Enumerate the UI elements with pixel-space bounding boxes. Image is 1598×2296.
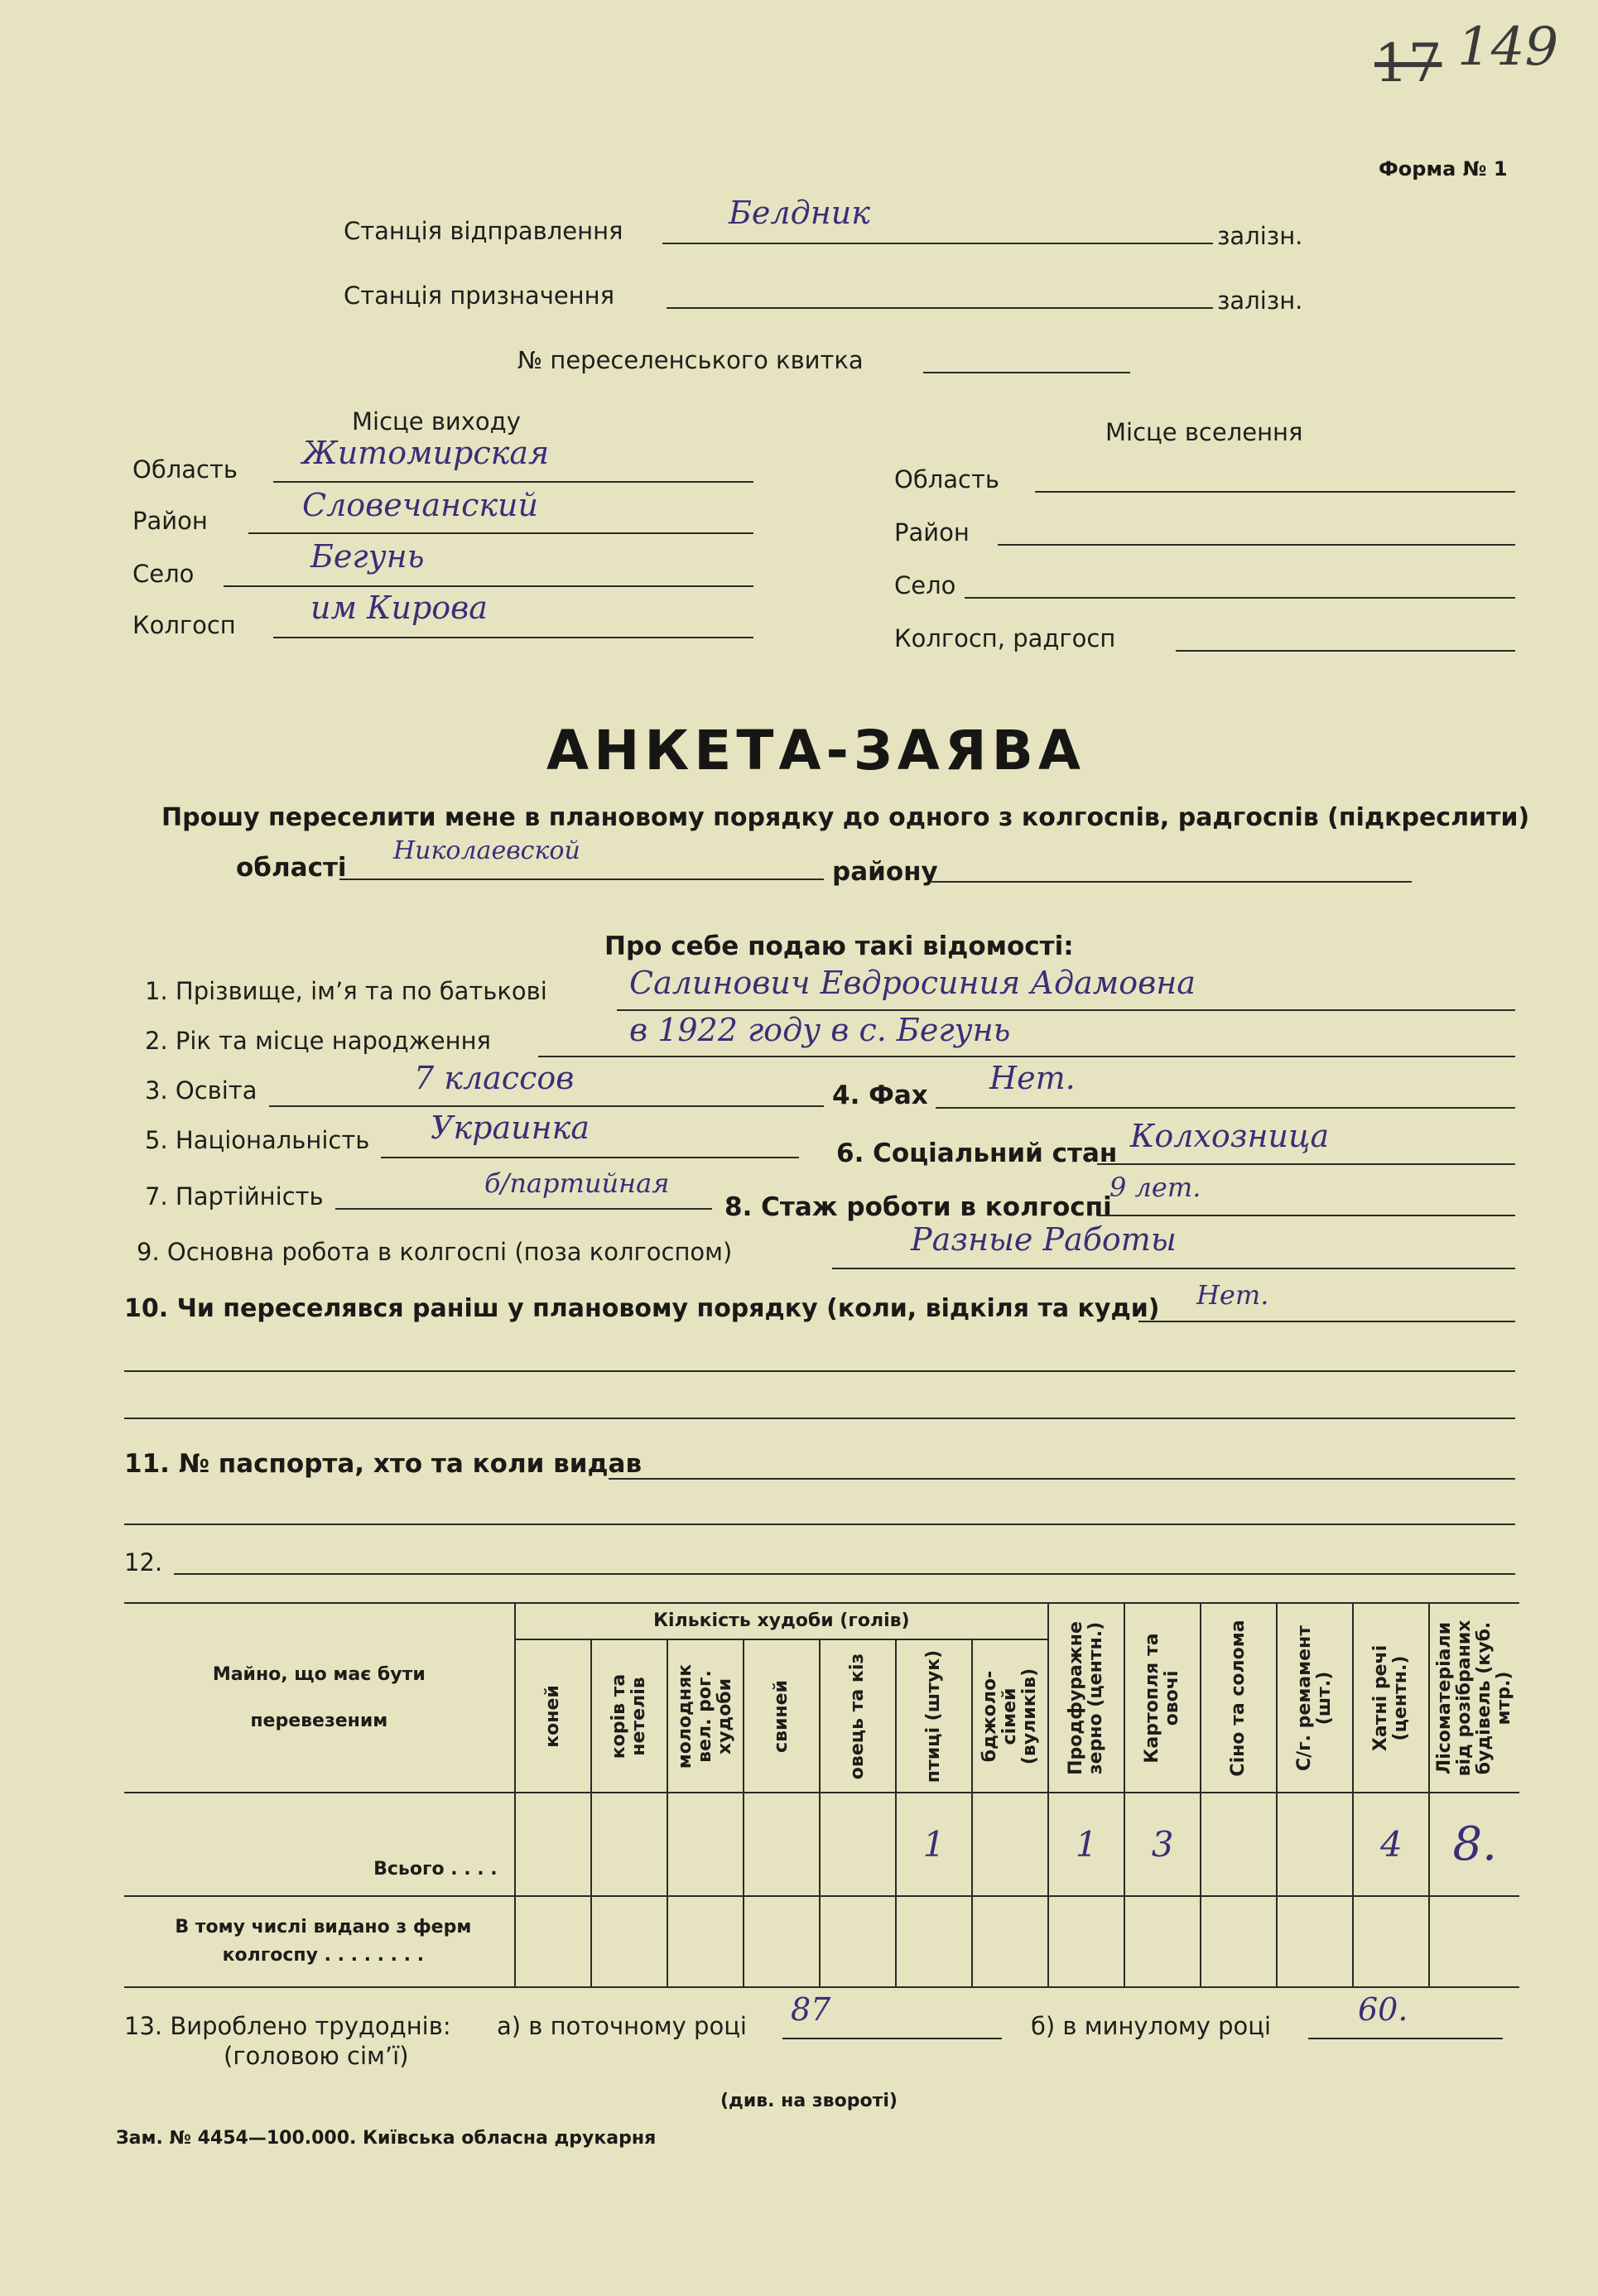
form-title: АНКЕТА-ЗАЯВА: [546, 719, 1086, 782]
total-value-8: 1: [1048, 1793, 1124, 1896]
origin-oblast-value: Житомирская: [302, 435, 550, 471]
col-cell-10: [1201, 1603, 1277, 1793]
farm-value-2: [591, 1896, 667, 1987]
total-value-1: [515, 1793, 591, 1896]
departure-station-value: Белдник: [729, 195, 870, 231]
farm-value-11: [1277, 1896, 1353, 1987]
workdays-current-value: 87: [791, 1991, 831, 2028]
livestock-header-cell: [515, 1603, 1048, 1639]
rail-label-2: залізн.: [1217, 286, 1303, 315]
total-value-11: [1277, 1793, 1353, 1896]
request-raion-label: району: [832, 857, 938, 887]
field-11-line: [609, 1478, 1515, 1480]
destination-selo-label: Село: [894, 571, 956, 599]
col-cell-2: [591, 1639, 667, 1793]
total-value-3: [667, 1793, 744, 1896]
farm-label: В тому числі видано з ферм колгоспу . . . . . . . .: [175, 1917, 472, 1966]
field-4-line: [936, 1107, 1515, 1109]
total-value-6: 1: [896, 1793, 972, 1896]
column-header-7: бджоло-сімей (вуликів): [979, 1668, 1041, 1764]
property-header-cell: [124, 1603, 515, 1793]
field-8-line: [1097, 1215, 1515, 1216]
field-5-line: [381, 1157, 799, 1158]
request-text: Прошу переселити мене в плановому порядку до одного з колгоспів, радгоспів (підкреслити): [161, 803, 1530, 832]
field-12-line: [174, 1573, 1515, 1575]
field-4-label: 4. Фах: [832, 1081, 928, 1110]
field-11-label: 11. № паспорта, хто та коли видав: [124, 1449, 643, 1479]
origin-raion-line: [248, 532, 753, 534]
col-cell-8: [1048, 1603, 1124, 1793]
origin-kolhosp-label: Колгосп: [132, 611, 236, 639]
col-cell-11: [1277, 1603, 1353, 1793]
origin-raion-label: Район: [132, 507, 208, 535]
col-cell-12: [1353, 1603, 1429, 1793]
origin-oblast-line: [273, 481, 753, 483]
col-cell-1: [515, 1639, 591, 1793]
column-header-13: Лісоматеріали від розібраних будівель (куб. мтр.): [1434, 1620, 1515, 1776]
archive-number: 149: [1457, 17, 1559, 78]
column-header-3: молодняк вел. рог. худоби: [674, 1663, 735, 1769]
column-header-12: Хатні речі (центн.): [1370, 1644, 1412, 1751]
field-1-value: Салинович Евдросиния Адамовна: [629, 965, 1196, 1001]
field-3-line: [269, 1105, 824, 1107]
column-header-9: Картопля та овочі: [1142, 1632, 1183, 1764]
destination-station-line: [667, 307, 1213, 309]
field-10-extra-line-1: [124, 1370, 1515, 1372]
field-10-label: 10. Чи переселявся раніш у плановому порядку (коли, відкіля та куди): [124, 1294, 1160, 1323]
column-header-5: овець та кіз: [846, 1653, 868, 1779]
field-10-value: Нет.: [1196, 1279, 1269, 1311]
column-header-11: С/г. ремамент (шт.): [1294, 1625, 1336, 1771]
farm-value-6: [896, 1896, 972, 1987]
archive-number-struck: 17: [1374, 33, 1442, 94]
workdays-current-line: [782, 2038, 1002, 2039]
origin-selo-label: Село: [132, 560, 195, 588]
form-number: Форма № 1: [1379, 157, 1508, 181]
info-heading: Про себе подаю такі відомості:: [604, 931, 1074, 961]
column-header-2: корів та нетелів: [608, 1673, 649, 1759]
field-12-label: 12.: [124, 1548, 163, 1576]
origin-title: Місце виходу: [352, 407, 521, 436]
field-5-value: Украинка: [431, 1109, 590, 1146]
workdays-current-label: а) в поточному році: [497, 2012, 747, 2040]
field-4-value: Нет.: [989, 1060, 1076, 1096]
total-value-12: 4: [1353, 1793, 1429, 1896]
request-oblast-line: [339, 878, 824, 880]
total-value-10: [1201, 1793, 1277, 1896]
workdays-previous-value: 60.: [1358, 1991, 1408, 2028]
property-header: Майно, що має бути перевезеним: [212, 1663, 426, 1731]
destination-kolhosp-label: Колгосп, радгосп: [894, 624, 1116, 652]
see-reverse-note: (див. на звороті): [720, 2091, 898, 2111]
departure-station-line: [662, 243, 1213, 244]
total-row: [124, 1793, 1519, 1896]
farm-value-7: [972, 1896, 1048, 1987]
destination-station-label: Станція призначення: [344, 282, 615, 310]
field-9-line: [832, 1268, 1515, 1269]
destination-raion-label: Район: [894, 518, 970, 546]
col-cell-4: [744, 1639, 820, 1793]
farm-value-9: [1124, 1896, 1201, 1987]
total-value-4: [744, 1793, 820, 1896]
field-11-extra-line: [124, 1523, 1515, 1525]
field-9-label: 9. Основна робота в колгоспі (поза колгоспом): [137, 1238, 733, 1266]
field-7-line: [335, 1208, 712, 1210]
col-cell-7: [972, 1639, 1048, 1793]
field-8-label: 8. Стаж роботи в колгоспі: [724, 1192, 1112, 1222]
field-9-value: Разные Работы: [911, 1221, 1177, 1258]
column-header-8: Продфуражне зерно (центн.): [1066, 1620, 1107, 1775]
farm-value-10: [1201, 1896, 1277, 1987]
request-oblast-value: Николаевской: [393, 836, 580, 865]
origin-oblast-label: Область: [132, 455, 238, 484]
destination-title: Місце вселення: [1105, 418, 1303, 446]
livestock-header: Кількість худоби (голів): [653, 1610, 910, 1631]
farm-label-cell: [124, 1896, 515, 1987]
field-6-value: Колхозница: [1130, 1118, 1330, 1154]
destination-oblast-label: Область: [894, 465, 999, 493]
workdays-previous-line: [1308, 2038, 1503, 2039]
field-2-line: [538, 1056, 1515, 1057]
total-value-9: 3: [1124, 1793, 1201, 1896]
ticket-number-label: № переселенського квитка: [517, 346, 864, 374]
destination-selo-line: [965, 597, 1515, 599]
total-value-13: 8.: [1429, 1793, 1519, 1896]
field-10-line: [1138, 1321, 1515, 1322]
farm-value-5: [820, 1896, 896, 1987]
column-header-10: Сіно та солома: [1228, 1619, 1249, 1777]
field-1-label: 1. Прізвище, ім’я та по батькові: [145, 977, 547, 1005]
rail-label-1: залізн.: [1217, 222, 1303, 250]
field-7-value: б/партийная: [484, 1167, 670, 1199]
col-cell-5: [820, 1639, 896, 1793]
destination-raion-line: [998, 544, 1515, 546]
col-cell-3: [667, 1639, 744, 1793]
total-label: Всього . . . .: [373, 1859, 498, 1880]
farm-value-3: [667, 1896, 744, 1987]
column-header-4: свиней: [770, 1679, 792, 1753]
total-value-2: [591, 1793, 667, 1896]
col-cell-9: [1124, 1603, 1201, 1793]
ticket-number-line: [923, 372, 1130, 373]
origin-kolhosp-line: [273, 637, 753, 638]
origin-raion-value: Словечанский: [302, 487, 538, 523]
field-6-label: 6. Соціальний стан: [836, 1138, 1118, 1168]
property-table: [124, 1602, 1519, 1988]
farm-value-4: [744, 1896, 820, 1987]
destination-kolhosp-line: [1176, 650, 1515, 652]
field-5-label: 5. Національність: [145, 1126, 370, 1154]
field-10-extra-line-2: [124, 1418, 1515, 1419]
origin-selo-value: Бегунь: [310, 538, 425, 575]
field-6-line: [1097, 1163, 1515, 1165]
workdays-previous-label: б) в минулому році: [1031, 2012, 1272, 2040]
destination-oblast-line: [1035, 491, 1515, 493]
farm-value-13: [1429, 1896, 1519, 1987]
col-cell-6: [896, 1639, 972, 1793]
field-3-value: 7 классов: [414, 1060, 575, 1096]
farm-value-12: [1353, 1896, 1429, 1987]
origin-selo-line: [224, 585, 753, 587]
farm-value-8: [1048, 1896, 1124, 1987]
field-7-label: 7. Партійність: [145, 1182, 324, 1211]
field-3-label: 3. Освіта: [145, 1076, 258, 1105]
field-2-value: в 1922 году в с. Бегунь: [629, 1012, 1011, 1048]
col-cell-13: [1429, 1603, 1519, 1793]
total-value-5: [820, 1793, 896, 1896]
field-2-label: 2. Рік та місце народження: [145, 1027, 491, 1055]
workdays-sublabel: (головою сім’ї): [224, 2042, 409, 2070]
farm-row: [124, 1896, 1519, 1987]
departure-station-label: Станція відправлення: [344, 217, 623, 245]
origin-kolhosp-value: им Кирова: [310, 590, 488, 626]
printer-imprint: Зам. № 4454—100.000. Київська обласна друкарня: [116, 2128, 657, 2149]
total-value-7: [972, 1793, 1048, 1896]
workdays-label: 13. Вироблено трудоднів:: [124, 2012, 451, 2040]
column-header-6: птиці (штук): [922, 1649, 944, 1783]
column-header-1: коней: [541, 1684, 563, 1748]
field-8-value: 9 лет.: [1109, 1172, 1201, 1203]
request-raion-line: [931, 881, 1412, 883]
farm-value-1: [515, 1896, 591, 1987]
field-1-line: [617, 1009, 1515, 1011]
request-oblast-label: області: [236, 853, 347, 883]
total-label-cell: [124, 1793, 515, 1896]
